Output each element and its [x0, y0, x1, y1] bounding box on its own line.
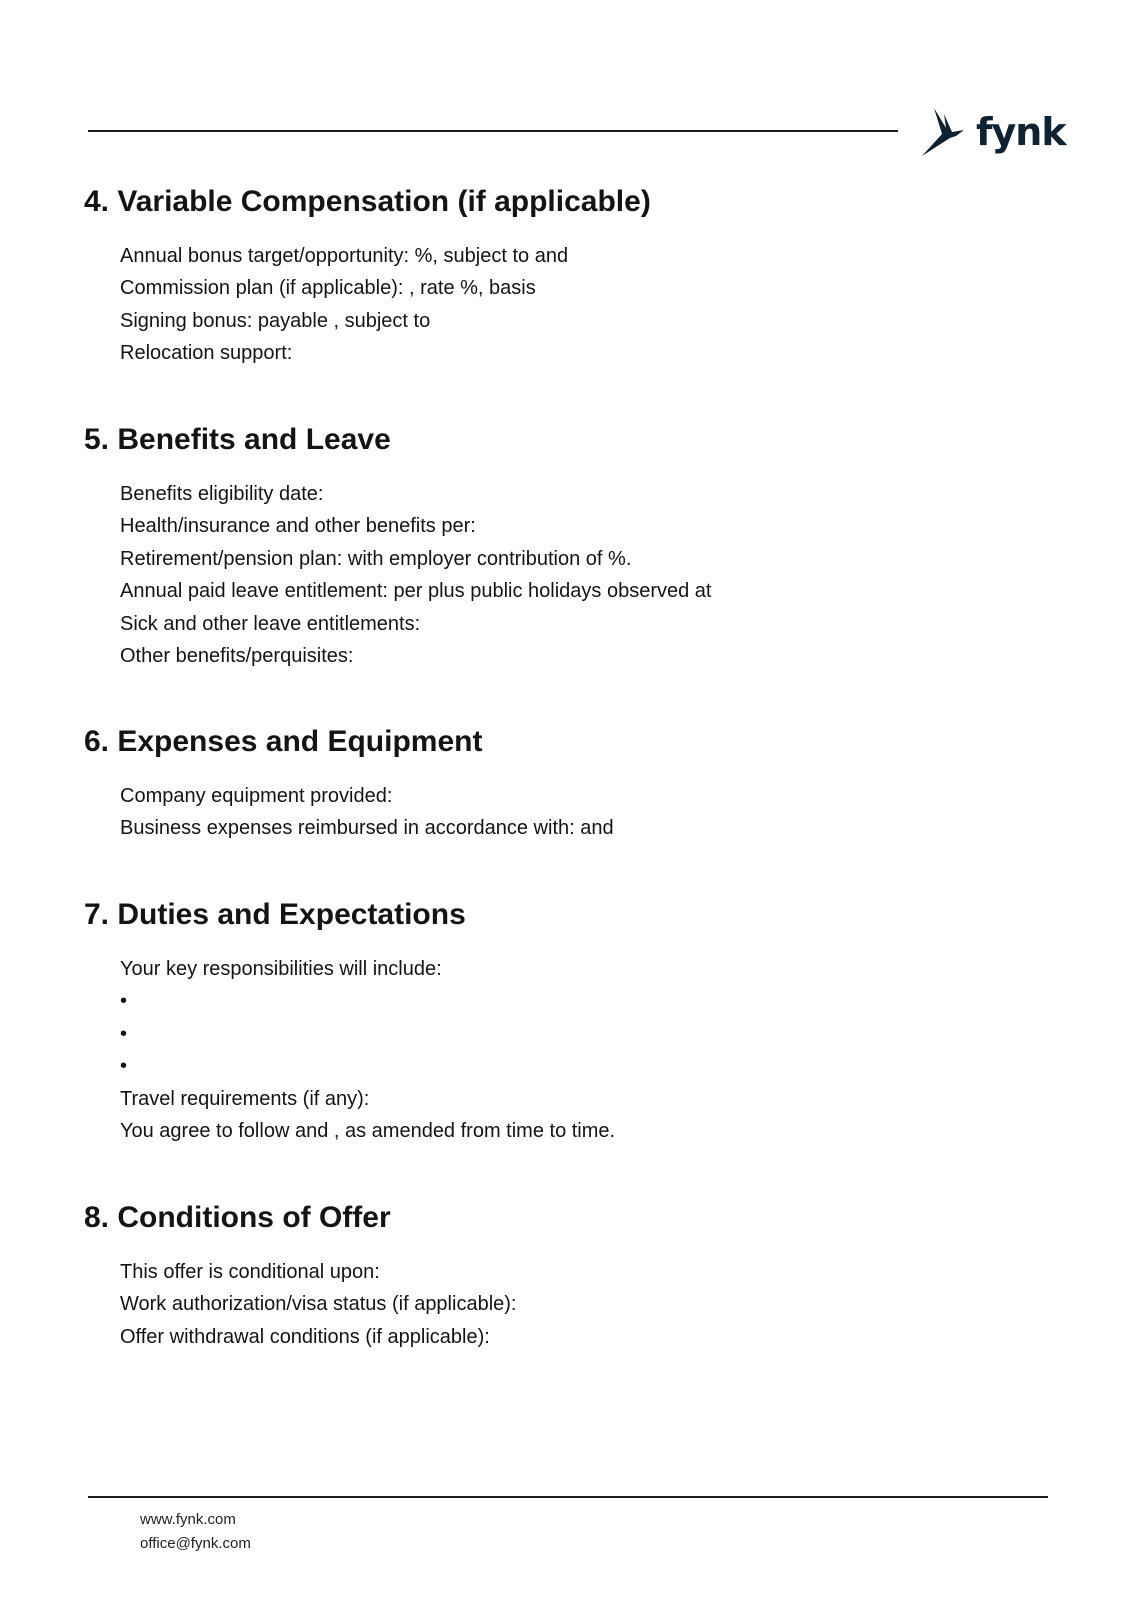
bullet-item [120, 1018, 615, 1050]
section-title: 7. Duties and Expectations [84, 898, 466, 931]
section-line: Benefits eligibility date: [120, 483, 324, 505]
footer-email: office@fynk.com [140, 1535, 251, 1552]
section-line: Health/insurance and other benefits per: [120, 515, 476, 538]
header-divider [88, 130, 898, 132]
section-line: Retirement/pension plan: with employer contribution of %. [120, 547, 632, 570]
section-line: Work authorization/visa status (if applicable): [120, 1293, 517, 1316]
bullet-icon: • [120, 1022, 128, 1045]
section-line: Annual bonus target/opportunity: %, subject to and [120, 245, 569, 267]
section-line: Relocation support: [120, 342, 293, 365]
section-line: Commission plan (if applicable): , rate %, basis [120, 277, 536, 300]
section-line: Company equipment provided: [120, 785, 393, 807]
section-line: Sick and other leave entitlements: [120, 612, 421, 635]
section-line: This offer is conditional upon: [120, 1261, 380, 1283]
section-line: You agree to follow and , as amended from time to time. [120, 1119, 616, 1142]
section-line: Signing bonus: payable , subject to [120, 309, 431, 332]
section-line: Offer withdrawal conditions (if applicable): [120, 1325, 490, 1348]
section-line: Annual paid leave entitlement: per plus public holidays observed at [120, 580, 712, 603]
fynk-logo [920, 104, 1066, 160]
section-line: Business expenses reimbursed in accordance with: and [120, 817, 614, 840]
bullet-icon: • [120, 1055, 128, 1078]
section-line: Other benefits/perquisites: [120, 644, 354, 667]
footer-contact [140, 1508, 251, 1556]
footer-divider [88, 1496, 1048, 1498]
logo-wordmark: fynk [976, 110, 1066, 154]
section-title: 5. Benefits and Leave [84, 423, 391, 456]
bird-logo-icon [920, 106, 972, 158]
bullet-icon: • [120, 990, 128, 1013]
bullet-item [120, 985, 615, 1017]
bullet-item [120, 1050, 615, 1082]
section-title: 6. Expenses and Equipment [84, 725, 483, 758]
section-line: Your key responsibilities will include: [120, 958, 442, 980]
footer-website: www.fynk.com [140, 1511, 236, 1528]
section-title: 8. Conditions of Offer [84, 1201, 391, 1234]
section-title: 4. Variable Compensation (if applicable) [84, 185, 651, 218]
section-line: Travel requirements (if any): [120, 1087, 370, 1110]
